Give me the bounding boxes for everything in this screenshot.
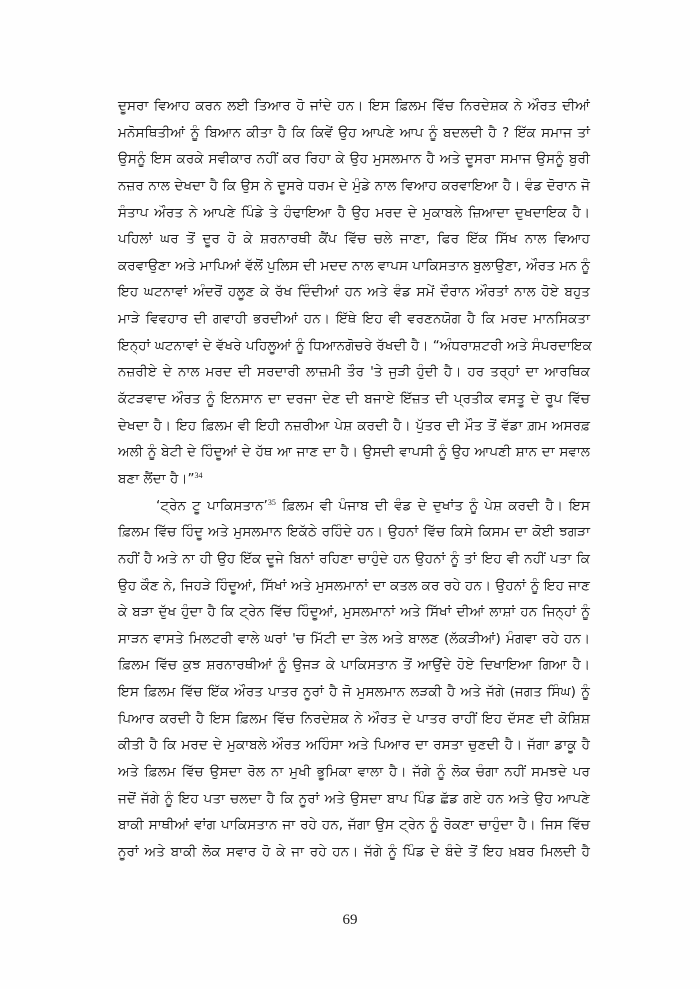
text-line: ਸਾੜਨ ਵਾਸਤੇ ਮਿਲਟਰੀ ਵਾਲੇ ਘਰਾਂ 'ਚ ਮਿੱਟੀ ਦਾ ਤੇਲ ਅਤੇ ਬਾਲਣ (ਲੱਕੜੀਆਂ) ਮੰਗਵਾ ਰਹੇ ਹਨ। [118,630,590,647]
text-line: ਕਰਵਾਉਣਾ ਅਤੇ ਮਾਪਿਆਂ ਵੱਲੋਂ ਪੁਲਿਸ ਦੀ ਮਦਦ ਨਾਲ ਵਾਪਸ ਪਾਕਿਸਤਾਨ ਬੁਲਾਉਣਾ, ਔਰਤ ਮਨ ਨੂੰ [118,257,590,274]
text-line: ਕੱਟੜਵਾਦ ਔਰਤ ਨੂੰ ਇਨਸਾਨ ਦਾ ਦਰਜਾ ਦੇਣ ਦੀ ਬਜਾਏ ਇੱਜ਼ਤ ਦੀ ਪ੍ਰਤੀਕ ਵਸਤੂ ਦੇ ਰੂਪ ਵਿੱਚ [118,391,590,408]
paragraph-1 [118,93,590,493]
text-line: ਮਾੜੇ ਵਿਵਹਾਰ ਦੀ ਗਵਾਹੀ ਭਰਦੀਆਂ ਹਨ। ਇੱਥੇ ਇਹ ਵੀ ਵਰਣਨਯੋਗ ਹੈ ਕਿ ਮਰਦ ਮਾਨਸਿਕਤਾ [118,311,590,328]
footnote-marker-35[interactable]: 35 [267,497,276,507]
text-line: ਜਦੋਂ ਜੱਗੇ ਨੂੰ ਇਹ ਪਤਾ ਚਲਦਾ ਹੈ ਕਿ ਨੂਰਾਂ ਅਤੇ ਉਸਦਾ ਬਾਪ ਪਿੰਡ ਛੱਡ ਗਏ ਹਨ ਅਤੇ ਉਹ ਆਪਣੇ [118,790,590,807]
text-line: ਕੇ ਬੜਾ ਦੁੱਖ ਹੁੰਦਾ ਹੈ ਕਿ ਟ੍ਰੇਨ ਵਿੱਚ ਹਿੰਦੂਆਂ, ਮੁਸਲਮਾਨਾਂ ਅਤੇ ਸਿੱਖਾਂ ਦੀਆਂ ਲਾਸ਼ਾਂ ਹਨ ਜਿਨ੍ਹਾਂ ਨੂੰ [118,604,590,621]
text-line: ਪਿਆਰ ਕਰਦੀ ਹੈ ਇਸ ਫ਼ਿਲਮ ਵਿੱਚ ਨਿਰਦੇਸ਼ਕ ਨੇ ਔਰਤ ਦੇ ਪਾਤਰ ਰਾਹੀਂ ਇਹ ਦੱਸਣ ਦੀ ਕੋਸ਼ਿਸ਼ [118,710,590,727]
text-line: ਮਨੋਸਥਿਤੀਆਂ ਨੂੰ ਬਿਆਨ ਕੀਤਾ ਹੈ ਕਿ ਕਿਵੇਂ ਉਹ ਆਪਣੇ ਆਪ ਨੂੰ ਬਦਲਦੀ ਹੈ ? ਇੱਕ ਸਮਾਜ ਤਾਂ [118,124,590,141]
text-line: ਇਸ ਫ਼ਿਲਮ ਵਿੱਚ ਇੱਕ ਔਰਤ ਪਾਤਰ ਨੂਰਾਂ ਹੈ ਜੋ ਮੁਸਲਮਾਨ ਲੜਕੀ ਹੈ ਅਤੇ ਜੱਗੇ (ਜਗਤ ਸਿੰਘ) ਨੂੰ [118,684,590,701]
text-line-first-indented [118,493,590,520]
text-line: ਉਹ ਕੌਣ ਨੇ, ਜਿਹੜੇ ਹਿੰਦੂਆਂ, ਸਿੱਖਾਂ ਅਤੇ ਮੁਸਲਮਾਨਾਂ ਦਾ ਕਤਲ ਕਰ ਰਹੇ ਹਨ। ਉਹਨਾਂ ਨੂੰ ਇਹ ਜਾਣ [118,577,590,594]
text-line: ਫ਼ਿਲਮ ਵਿੱਚ ਹਿੰਦੂ ਅਤੇ ਮੁਸਲਮਾਨ ਇਕੱਠੇ ਰਹਿੰਦੇ ਹਨ। ਉਹਨਾਂ ਵਿੱਚ ਕਿਸੇ ਕਿਸਮ ਦਾ ਕੋਈ ਝਗੜਾ [118,524,590,541]
text-line: ਸੰਤਾਪ ਔਰਤ ਨੇ ਆਪਣੇ ਪਿੰਡੇ ਤੇ ਹੰਢਾਇਆ ਹੈ ਉਹ ਮਰਦ ਦੇ ਮੁਕਾਬਲੇ ਜ਼ਿਆਦਾ ਦੁਖਦਾਇਕ ਹੈ। [118,204,590,221]
page-number: 69 [342,912,358,928]
text-line: ਨਜ਼ਰ ਨਾਲ ਦੇਖਦਾ ਹੈ ਕਿ ਉਸ ਨੇ ਦੂਸਰੇ ਧਰਮ ਦੇ ਮੁੰਡੇ ਨਾਲ ਵਿਆਹ ਕਰਵਾਇਆ ਹੈ। ਵੰਡ ਦੋਰਾਨ ਜੋ [118,177,590,194]
text-line: ਅਤੇ ਫ਼ਿਲਮ ਵਿੱਚ ਉਸਦਾ ਰੋਲ ਨਾ ਮੁਖੀ ਭੂਮਿਕਾ ਵਾਲਾ ਹੈ। ਜੱਗੇ ਨੂੰ ਲੋਕ ਚੰਗਾ ਨਹੀਂ ਸਮਝਦੇ ਪਰ [118,764,590,781]
text-line: ਨਹੀਂ ਹੈ ਅਤੇ ਨਾ ਹੀ ਉਹ ਇੱਕ ਦੂਜੇ ਬਿਨਾਂ ਰਹਿਣਾ ਚਾਹੁੰਦੇ ਹਨ ਉਹਨਾਂ ਨੂੰ ਤਾਂ ਇਹ ਵੀ ਨਹੀਂ ਪਤਾ ਕਿ [118,550,590,567]
body-text [118,93,590,866]
text-line: ਫ਼ਿਲਮ ਵਿੱਚ ਕੁਝ ਸ਼ਰਨਾਰਥੀਆਂ ਨੂੰ ਉਜੜ ਕੇ ਪਾਕਿਸਤਾਨ ਤੋਂ ਆਉਂਦੇ ਹੋਏ ਦਿਖਾਇਆ ਗਿਆ ਹੈ। [118,657,590,674]
text-line: ਅਲੀ ਨੂੰ ਬੇਟੀ ਦੇ ਹਿੰਦੂਆਂ ਦੇ ਹੱਥ ਆ ਜਾਣ ਦਾ ਹੈ। ਉਸਦੀ ਵਾਪਸੀ ਨੂੰ ਉਹ ਆਪਣੀ ਸ਼ਾਨ ਦਾ ਸਵਾਲ [118,444,590,461]
film-title: ‘ਟ੍ਰੇਨ ਟੂ ਪਾਕਿਸਤਾਨ’ [156,497,268,514]
text-line-last [118,466,590,493]
text-line: ਦੇਖਦਾ ਹੈ। ਇਹ ਫ਼ਿਲਮ ਵੀ ਇਹੀ ਨਜ਼ਰੀਆ ਪੇਸ਼ ਕਰਦੀ ਹੈ। ਪੁੱਤਰ ਦੀ ਮੌਤ ਤੋਂ ਵੱਡਾ ਗ਼ਮ ਅਸਰਫ਼ [118,417,590,434]
footnote-marker-34[interactable]: 34 [194,470,203,480]
text-line: ਨਜ਼ਰੀਏ ਦੇ ਨਾਲ ਮਰਦ ਦੀ ਸਰਦਾਰੀ ਲਾਜ਼ਮੀ ਤੌਰ 'ਤੇ ਜੁੜੀ ਹੁੰਦੀ ਹੈ। ਹਰ ਤਰ੍ਹਾਂ ਦਾ ਆਰਥਿਕ [118,364,590,381]
text-line: ਬਾਕੀ ਸਾਥੀਆਂ ਵਾਂਗ ਪਾਕਿਸਤਾਨ ਜਾ ਰਹੇ ਹਨ, ਜੱਗਾ ਉਸ ਟ੍ਰੇਨ ਨੂੰ ਰੋਕਣਾ ਚਾਹੁੰਦਾ ਹੈ। ਜਿਸ ਵਿੱਚ [118,817,590,834]
text-line: ਦੂਸਰਾ ਵਿਆਹ ਕਰਨ ਲਈ ਤਿਆਰ ਹੋ ਜਾਂਦੇ ਹਨ। ਇਸ ਫ਼ਿਲਮ ਵਿੱਚ ਨਿਰਦੇਸ਼ਕ ਨੇ ਔਰਤ ਦੀਆਂ [118,98,590,114]
paragraph-2 [118,493,590,866]
text-line-rest: ਫ਼ਿਲਮ ਵੀ ਪੰਜਾਬ ਦੀ ਵੰਡ ਦੇ ਦੁਖਾਂਤ ਨੂੰ ਪੇਸ਼ ਕਰਦੀ ਹੈ। ਇਸ [275,497,591,514]
quote-end-text: ਬਣਾ ਲੈਂਦਾ ਹੈ।” [118,470,195,487]
text-line: ਇਹ ਘਟਨਾਵਾਂ ਅੰਦਰੋਂ ਹਲੂਣ ਕੇ ਰੱਖ ਦਿੰਦੀਆਂ ਹਨ ਅਤੇ ਵੰਡ ਸਮੇਂ ਦੌਰਾਨ ਔਰਤਾਂ ਨਾਲ ਹੋਏ ਬਹੁਤ [118,284,590,301]
text-line: ਇਨ੍ਹਾਂ ਘਟਨਾਵਾਂ ਦੇ ਵੱਖਰੇ ਪਹਿਲੂਆਂ ਨੂੰ ਧਿਆਨਗੋਚਰੇ ਰੱਖਦੀ ਹੈ। “ਅੰਧਰਾਸ਼ਟਰੀ ਅਤੇ ਸੰਪਰਦਾਇਕ [118,337,592,354]
text-line: ਪਹਿਲਾਂ ਘਰ ਤੋਂ ਦੂਰ ਹੋ ਕੇ ਸ਼ਰਨਾਰਥੀ ਕੈਂਪ ਵਿੱਚ ਚਲੇ ਜਾਣਾ, ਫਿਰ ਇੱਕ ਸਿੱਖ ਨਾਲ ਵਿਆਹ [118,231,590,248]
text-line: ਨੂਰਾਂ ਅਤੇ ਬਾਕੀ ਲੋਕ ਸਵਾਰ ਹੋ ਕੇ ਜਾ ਰਹੇ ਹਨ। ਜੱਗੇ ਨੂੰ ਪਿੰਡ ਦੇ ਬੰਦੇ ਤੋਂ ਇਹ ਖ਼ਬਰ ਮਿਲਦੀ ਹੈ [118,843,590,860]
text-line: ਕੀਤੀ ਹੈ ਕਿ ਮਰਦ ਦੇ ਮੁਕਾਬਲੇ ਔਰਤ ਅਹਿੰਸਾ ਅਤੇ ਪਿਆਰ ਦਾ ਰਸਤਾ ਚੁਣਦੀ ਹੈ। ਜੱਗਾ ਡਾਕੂ ਹੈ [118,737,590,754]
text-line: ਉਸਨੂੰ ਇਸ ਕਰਕੇ ਸਵੀਕਾਰ ਨਹੀਂ ਕਰ ਰਿਹਾ ਕੇ ਉਹ ਮੁਸਲਮਾਨ ਹੈ ਅਤੇ ਦੂਸਰਾ ਸਮਾਜ ਉਸਨੂੰ ਬੁਰੀ [118,151,590,168]
